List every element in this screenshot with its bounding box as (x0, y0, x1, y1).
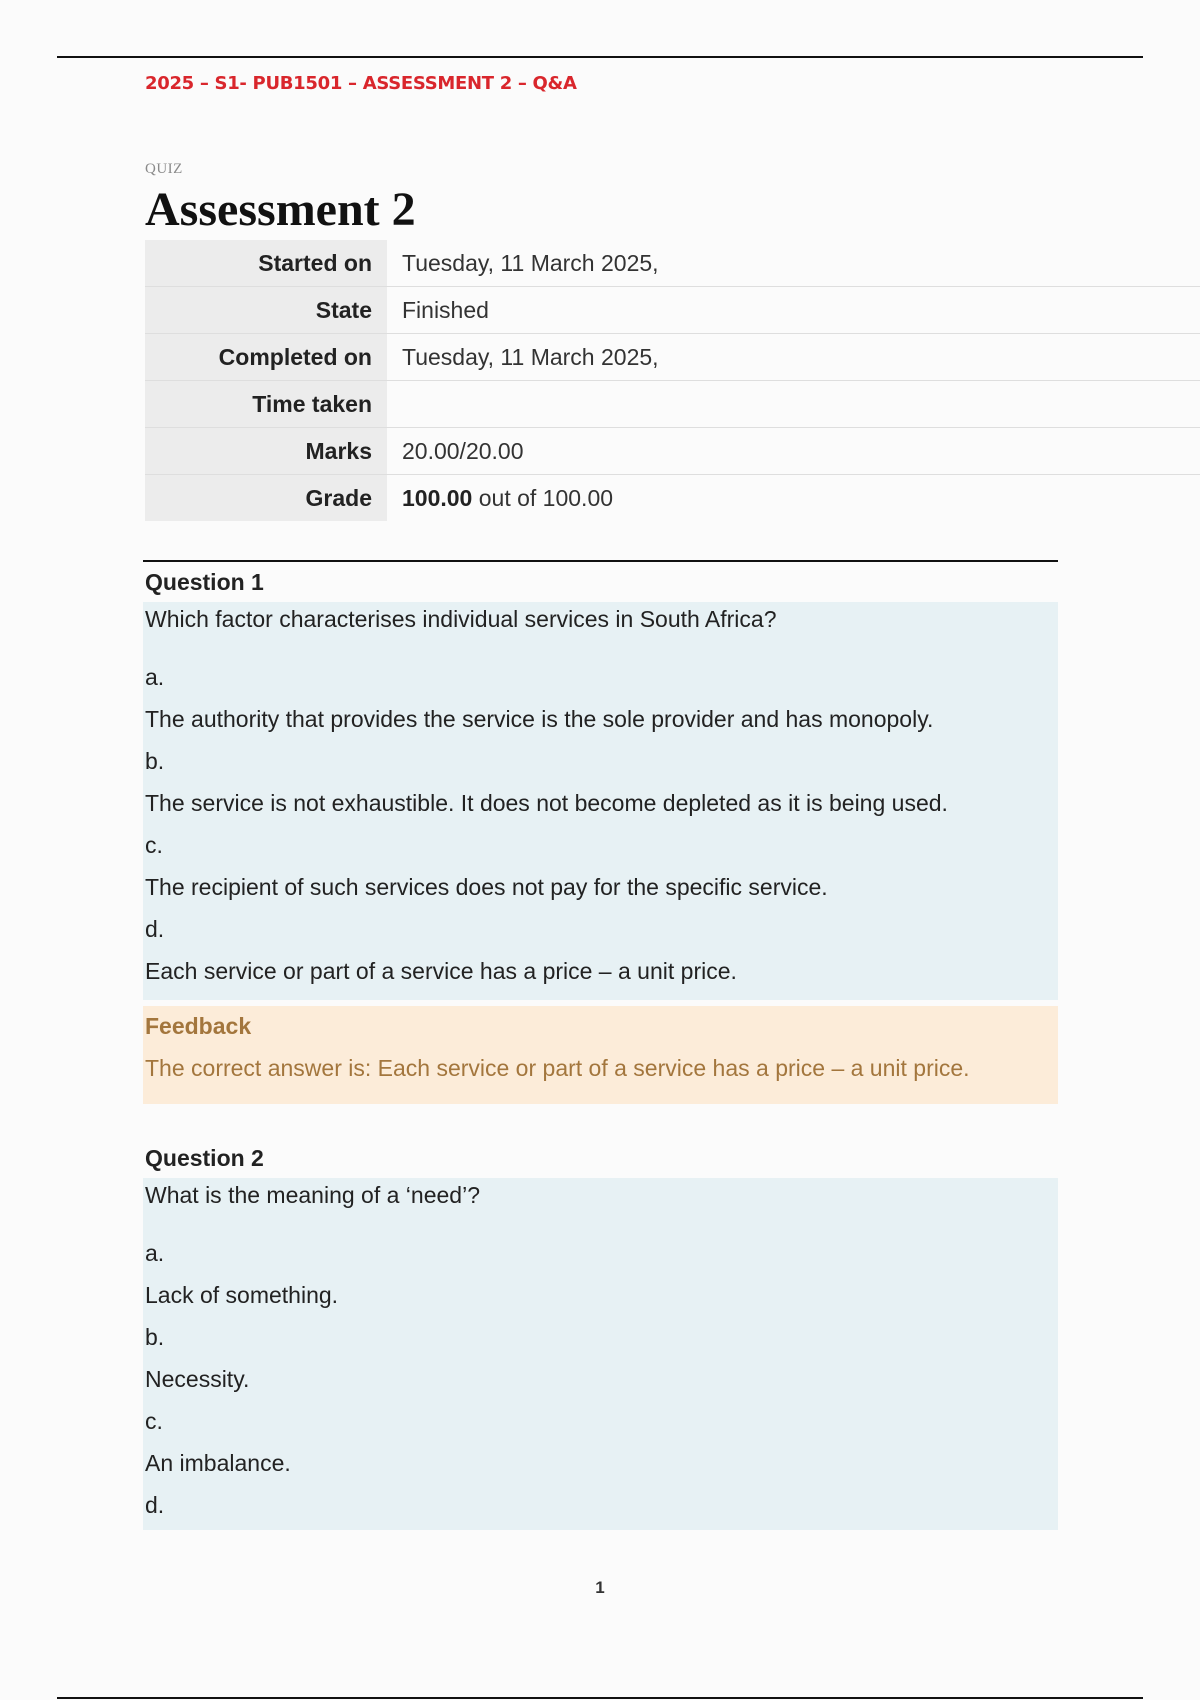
question-text: Which factor characterises individual services in South Africa? (145, 606, 777, 632)
top-rule (57, 56, 1143, 58)
summary-label: Grade (145, 475, 387, 522)
feedback-text: The correct answer is: Each service or part of a service has a price – a unit price. (145, 1055, 970, 1081)
summary-label: State (145, 287, 387, 334)
quiz-label: QUIZ (145, 161, 183, 177)
question-text: What is the meaning of a ‘need’? (145, 1182, 480, 1208)
summary-row-completed (145, 334, 1200, 381)
option-text: Lack of something. (145, 1282, 339, 1308)
bottom-rule (57, 1697, 1143, 1699)
summary-value (387, 475, 1200, 522)
summary-row-grade (145, 475, 1200, 522)
summary-value: Finished (387, 287, 1200, 334)
summary-row-marks (145, 428, 1200, 475)
summary-value: 20.00/20.00 (387, 428, 1200, 475)
option-letter: b. (145, 748, 165, 774)
summary-value: Tuesday, 11 March 2025, (387, 334, 1200, 381)
summary-row-state (145, 287, 1200, 334)
grade-value: 100.00 (402, 484, 473, 511)
option-letter: b. (145, 1324, 165, 1350)
option-text: An imbalance. (145, 1450, 291, 1476)
page-title: Assessment 2 (145, 183, 416, 236)
grade-total: out of 100.00 (472, 484, 614, 511)
quiz-summary-table (145, 240, 1200, 521)
summary-label: Time taken (145, 381, 387, 428)
page-number: 1 (595, 1578, 605, 1597)
summary-label: Marks (145, 428, 387, 475)
feedback-title: Feedback (145, 1013, 252, 1039)
summary-label: Started on (145, 240, 387, 287)
summary-row-started (145, 240, 1200, 287)
question-content (143, 602, 1058, 1000)
question-heading: Question 1 (145, 569, 264, 595)
question-1 (143, 560, 1058, 1104)
option-text: Each service or part of a service has a price – a unit price. (145, 958, 737, 984)
option-letter: d. (145, 1492, 165, 1518)
document-header: 2025 – S1- PUB1501 – ASSESSMENT 2 – Q&A (145, 73, 577, 94)
summary-value: Tuesday, 11 March 2025, (387, 240, 1200, 287)
option-text: The authority that provides the service is the sole provider and has monopoly. (145, 706, 934, 732)
option-text: The recipient of such services does not pay for the specific service. (145, 874, 828, 900)
option-letter: a. (145, 664, 165, 690)
summary-row-time-taken (145, 381, 1200, 428)
question-2 (143, 1138, 1058, 1530)
option-letter: d. (145, 916, 165, 942)
summary-label: Completed on (145, 334, 387, 381)
feedback-box (143, 1006, 1058, 1104)
question-content (143, 1178, 1058, 1530)
option-letter: a. (145, 1240, 165, 1266)
summary-value (387, 381, 1200, 428)
option-letter: c. (145, 1408, 163, 1434)
option-text: The service is not exhaustible. It does not become depleted as it is being used. (145, 790, 948, 816)
option-letter: c. (145, 832, 163, 858)
question-heading: Question 2 (145, 1145, 264, 1171)
option-text: Necessity. (145, 1366, 250, 1392)
